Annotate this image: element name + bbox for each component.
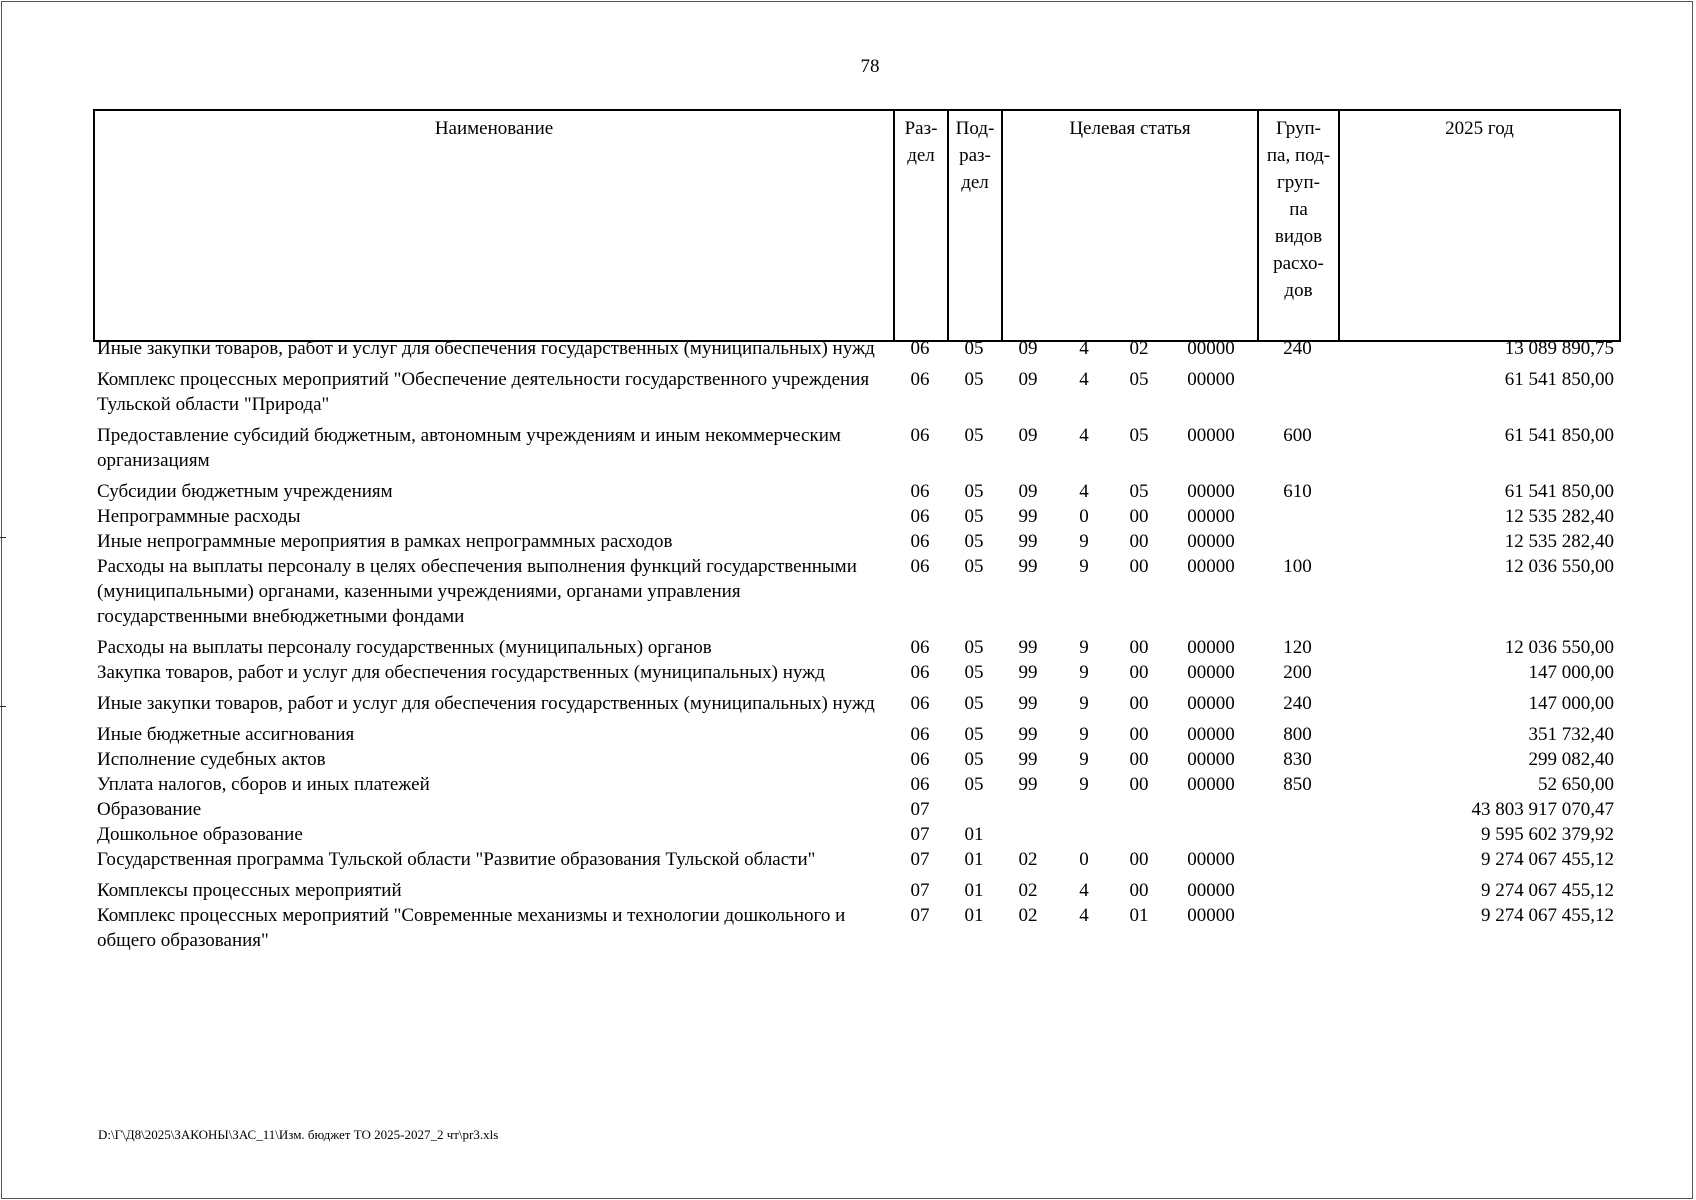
row-section: 07 bbox=[910, 824, 930, 845]
row-section: 06 bbox=[910, 369, 930, 390]
row-target-program: 99 bbox=[1018, 556, 1038, 577]
row-target-event: 00 bbox=[1129, 662, 1149, 683]
row-expense-type: 240 bbox=[1283, 338, 1312, 359]
table-row bbox=[93, 554, 1619, 635]
row-target-program: 99 bbox=[1018, 637, 1038, 658]
table-row bbox=[93, 797, 1619, 822]
row-name: Субсидии бюджетным учреждениям bbox=[97, 481, 393, 502]
header-subsection: Под- раз- дел bbox=[948, 110, 1002, 341]
table-row bbox=[93, 635, 1619, 660]
row-expense-type: 850 bbox=[1283, 774, 1312, 795]
row-target-direction: 0 bbox=[1079, 849, 1089, 870]
row-section: 06 bbox=[910, 425, 930, 446]
table-row bbox=[93, 847, 1619, 878]
header-name: Наименование bbox=[94, 110, 894, 341]
row-target-code: 00000 bbox=[1187, 506, 1235, 527]
row-name: Иные закупки товаров, работ и услуг для обеспечения государственных (муниципальных) нужд bbox=[97, 693, 875, 714]
row-target-event: 00 bbox=[1129, 556, 1149, 577]
row-target-direction: 4 bbox=[1079, 338, 1089, 359]
row-section: 06 bbox=[910, 506, 930, 527]
row-expense-type bbox=[1257, 529, 1338, 554]
row-amount: 9 595 602 379,92 bbox=[1481, 824, 1614, 845]
row-section: 07 bbox=[910, 849, 930, 870]
row-target-program: 02 bbox=[1018, 905, 1038, 926]
row-section: 06 bbox=[910, 662, 930, 683]
row-subsection: 01 bbox=[964, 880, 984, 901]
header-target-article: Целевая статья bbox=[1002, 110, 1258, 341]
table-row bbox=[93, 367, 1619, 423]
row-subsection: 01 bbox=[964, 849, 984, 870]
row-section: 06 bbox=[910, 338, 930, 359]
table-row bbox=[93, 660, 1619, 691]
row-target-direction: 0 bbox=[1079, 506, 1089, 527]
row-name: Дошкольное образование bbox=[97, 824, 303, 845]
row-subsection: 05 bbox=[964, 637, 984, 658]
row-section: 06 bbox=[910, 556, 930, 577]
row-subsection: 05 bbox=[964, 338, 984, 359]
row-amount: 9 274 067 455,12 bbox=[1481, 905, 1614, 926]
row-target-program: 99 bbox=[1018, 774, 1038, 795]
row-target-program: 99 bbox=[1018, 531, 1038, 552]
row-target-event: 02 bbox=[1129, 338, 1149, 359]
row-target-event: 00 bbox=[1129, 531, 1149, 552]
row-target-direction: 9 bbox=[1079, 749, 1089, 770]
row-subsection: 05 bbox=[964, 774, 984, 795]
row-name: Закупка товаров, работ и услуг для обеспечения государственных (муниципальных) нужд bbox=[97, 662, 825, 683]
row-section: 07 bbox=[910, 905, 930, 926]
row-section: 06 bbox=[910, 724, 930, 745]
table-row bbox=[93, 878, 1619, 903]
row-target-event bbox=[1113, 797, 1165, 822]
row-name: Комплекс процессных мероприятий "Современные механизмы и технологии дошкольного и общего образования" bbox=[97, 905, 846, 951]
row-target-program: 09 bbox=[1018, 425, 1038, 446]
row-target-program bbox=[1001, 797, 1055, 822]
row-subsection: 05 bbox=[964, 506, 984, 527]
row-target-program: 99 bbox=[1018, 506, 1038, 527]
row-target-event bbox=[1113, 822, 1165, 847]
row-target-direction: 9 bbox=[1079, 556, 1089, 577]
row-name: Комплекс процессных мероприятий "Обеспечение деятельности государственного учреждения Тульской области "Природа" bbox=[97, 369, 870, 415]
row-target-event: 05 bbox=[1129, 481, 1149, 502]
row-target-program: 99 bbox=[1018, 749, 1038, 770]
row-target-event: 05 bbox=[1129, 369, 1149, 390]
table-row bbox=[93, 822, 1619, 847]
table-row bbox=[93, 691, 1619, 722]
table-row bbox=[93, 479, 1619, 504]
row-expense-type bbox=[1257, 367, 1338, 423]
row-subsection: 01 bbox=[964, 905, 984, 926]
table-row bbox=[93, 722, 1619, 747]
row-target-program: 02 bbox=[1018, 849, 1038, 870]
row-target-code: 00000 bbox=[1187, 338, 1235, 359]
row-amount: 61 541 850,00 bbox=[1504, 369, 1614, 390]
row-amount: 9 274 067 455,12 bbox=[1481, 880, 1614, 901]
row-target-code: 00000 bbox=[1187, 481, 1235, 502]
row-target-event: 00 bbox=[1129, 693, 1149, 714]
row-expense-type: 830 bbox=[1283, 749, 1312, 770]
row-target-code: 00000 bbox=[1187, 849, 1235, 870]
row-section: 06 bbox=[910, 749, 930, 770]
row-subsection: 05 bbox=[964, 531, 984, 552]
table-row bbox=[93, 423, 1619, 479]
row-target-event: 00 bbox=[1129, 749, 1149, 770]
row-target-code: 00000 bbox=[1187, 662, 1235, 683]
row-target-code: 00000 bbox=[1187, 724, 1235, 745]
row-section: 06 bbox=[910, 774, 930, 795]
row-amount: 147 000,00 bbox=[1528, 693, 1614, 714]
row-amount: 12 535 282,40 bbox=[1504, 506, 1614, 527]
row-target-code: 00000 bbox=[1187, 637, 1235, 658]
row-target-code: 00000 bbox=[1187, 425, 1235, 446]
row-target-code bbox=[1165, 822, 1257, 847]
row-target-event: 00 bbox=[1129, 880, 1149, 901]
row-name: Иные бюджетные ассигнования bbox=[97, 724, 355, 745]
row-section: 07 bbox=[910, 799, 930, 820]
row-section: 06 bbox=[910, 637, 930, 658]
row-expense-type bbox=[1257, 903, 1338, 959]
row-target-code: 00000 bbox=[1187, 905, 1235, 926]
row-target-program: 99 bbox=[1018, 693, 1038, 714]
row-expense-type bbox=[1257, 504, 1338, 529]
row-section: 06 bbox=[910, 531, 930, 552]
row-target-direction: 4 bbox=[1079, 905, 1089, 926]
row-target-code: 00000 bbox=[1187, 531, 1235, 552]
row-target-direction bbox=[1055, 797, 1113, 822]
row-subsection: 05 bbox=[964, 724, 984, 745]
row-subsection: 05 bbox=[964, 693, 984, 714]
row-amount: 12 535 282,40 bbox=[1504, 531, 1614, 552]
row-expense-type: 240 bbox=[1283, 693, 1312, 714]
row-target-direction: 9 bbox=[1079, 662, 1089, 683]
row-amount: 147 000,00 bbox=[1528, 662, 1614, 683]
margin-tick bbox=[0, 537, 6, 538]
row-target-code: 00000 bbox=[1187, 749, 1235, 770]
row-target-direction: 4 bbox=[1079, 880, 1089, 901]
row-name: Непрограммные расходы bbox=[97, 506, 301, 527]
row-section: 06 bbox=[910, 481, 930, 502]
row-amount: 61 541 850,00 bbox=[1504, 481, 1614, 502]
row-name: Иные закупки товаров, работ и услуг для обеспечения государственных (муниципальных) нужд bbox=[97, 338, 875, 359]
table-row bbox=[93, 903, 1619, 959]
row-subsection: 05 bbox=[964, 481, 984, 502]
row-target-program: 09 bbox=[1018, 481, 1038, 502]
row-subsection: 05 bbox=[964, 662, 984, 683]
row-target-event: 00 bbox=[1129, 724, 1149, 745]
row-target-program bbox=[1001, 822, 1055, 847]
row-name: Иные непрограммные мероприятия в рамках непрограммных расходов bbox=[97, 531, 673, 552]
row-subsection: 05 bbox=[964, 369, 984, 390]
row-name: Уплата налогов, сборов и иных платежей bbox=[97, 774, 430, 795]
row-target-direction: 9 bbox=[1079, 774, 1089, 795]
row-expense-type: 120 bbox=[1283, 637, 1312, 658]
row-expense-type bbox=[1257, 822, 1338, 847]
row-target-code: 00000 bbox=[1187, 774, 1235, 795]
row-amount: 9 274 067 455,12 bbox=[1481, 849, 1614, 870]
table-row bbox=[93, 504, 1619, 529]
row-target-event: 00 bbox=[1129, 637, 1149, 658]
budget-table bbox=[93, 336, 1619, 959]
header-expense-group: Груп- па, под- груп- па видов расхо- дов bbox=[1258, 110, 1339, 341]
row-target-event: 00 bbox=[1129, 506, 1149, 527]
row-target-program: 09 bbox=[1018, 369, 1038, 390]
header-year: 2025 год bbox=[1339, 110, 1620, 341]
table-header bbox=[93, 109, 1621, 342]
row-target-event: 01 bbox=[1129, 905, 1149, 926]
margin-tick bbox=[0, 706, 6, 707]
row-expense-type: 800 bbox=[1283, 724, 1312, 745]
row-expense-type: 100 bbox=[1283, 556, 1312, 577]
table-row bbox=[93, 747, 1619, 772]
row-target-direction: 4 bbox=[1079, 481, 1089, 502]
row-target-direction: 9 bbox=[1079, 693, 1089, 714]
row-amount: 13 089 890,75 bbox=[1504, 338, 1614, 359]
row-name: Государственная программа Тульской области "Развитие образования Тульской области" bbox=[97, 849, 816, 870]
table-row bbox=[93, 772, 1619, 797]
row-amount: 12 036 550,00 bbox=[1504, 556, 1614, 577]
row-subsection: 05 bbox=[964, 556, 984, 577]
row-target-direction: 4 bbox=[1079, 425, 1089, 446]
table-row bbox=[93, 529, 1619, 554]
row-target-direction: 9 bbox=[1079, 637, 1089, 658]
row-target-direction bbox=[1055, 822, 1113, 847]
row-target-event: 05 bbox=[1129, 425, 1149, 446]
row-target-code: 00000 bbox=[1187, 369, 1235, 390]
row-expense-type: 600 bbox=[1283, 425, 1312, 446]
row-expense-type: 200 bbox=[1283, 662, 1312, 683]
row-target-direction: 4 bbox=[1079, 369, 1089, 390]
table-row bbox=[93, 336, 1619, 367]
row-section: 06 bbox=[910, 693, 930, 714]
file-path-footer: D:\Г\Д8\2025\ЗАКОНЫ\ЗАС_11\Изм. бюджет ТО 2025-2027_2 чт\pr3.xls bbox=[98, 1127, 499, 1142]
row-target-code: 00000 bbox=[1187, 556, 1235, 577]
row-target-event: 00 bbox=[1129, 774, 1149, 795]
page-number: 78 bbox=[860, 56, 880, 77]
row-expense-type bbox=[1257, 847, 1338, 878]
row-amount: 351 732,40 bbox=[1528, 724, 1614, 745]
row-target-code: 00000 bbox=[1187, 693, 1235, 714]
row-name: Исполнение судебных актов bbox=[97, 749, 326, 770]
row-target-direction: 9 bbox=[1079, 724, 1089, 745]
row-target-program: 02 bbox=[1018, 880, 1038, 901]
row-subsection bbox=[947, 797, 1001, 822]
row-amount: 61 541 850,00 bbox=[1504, 425, 1614, 446]
row-target-event: 00 bbox=[1129, 849, 1149, 870]
row-target-program: 09 bbox=[1018, 338, 1038, 359]
row-expense-type: 610 bbox=[1283, 481, 1312, 502]
row-target-program: 99 bbox=[1018, 724, 1038, 745]
row-amount: 12 036 550,00 bbox=[1504, 637, 1614, 658]
row-name: Расходы на выплаты персоналу в целях обеспечения выполнения функций государственными (муниципальными) органами, казенными учреждениями, органами управления государственными внебюджетными фондами bbox=[97, 556, 857, 627]
row-expense-type bbox=[1257, 878, 1338, 903]
row-subsection: 05 bbox=[964, 425, 984, 446]
row-target-code: 00000 bbox=[1187, 880, 1235, 901]
row-amount: 299 082,40 bbox=[1528, 749, 1614, 770]
row-subsection: 05 bbox=[964, 749, 984, 770]
header-section: Раз- дел bbox=[894, 110, 948, 341]
row-name: Предоставление субсидий бюджетным, автономным учреждениям и иным некоммерческим организациям bbox=[97, 425, 841, 471]
row-expense-type bbox=[1257, 797, 1338, 822]
row-target-program: 99 bbox=[1018, 662, 1038, 683]
row-section: 07 bbox=[910, 880, 930, 901]
row-target-direction: 9 bbox=[1079, 531, 1089, 552]
row-target-code bbox=[1165, 797, 1257, 822]
row-amount: 43 803 917 070,47 bbox=[1471, 799, 1614, 820]
row-amount: 52 650,00 bbox=[1538, 774, 1614, 795]
row-name: Комплексы процессных мероприятий bbox=[97, 880, 402, 901]
row-subsection: 01 bbox=[964, 824, 984, 845]
row-name: Образование bbox=[97, 799, 202, 820]
row-name: Расходы на выплаты персоналу государственных (муниципальных) органов bbox=[97, 637, 712, 658]
